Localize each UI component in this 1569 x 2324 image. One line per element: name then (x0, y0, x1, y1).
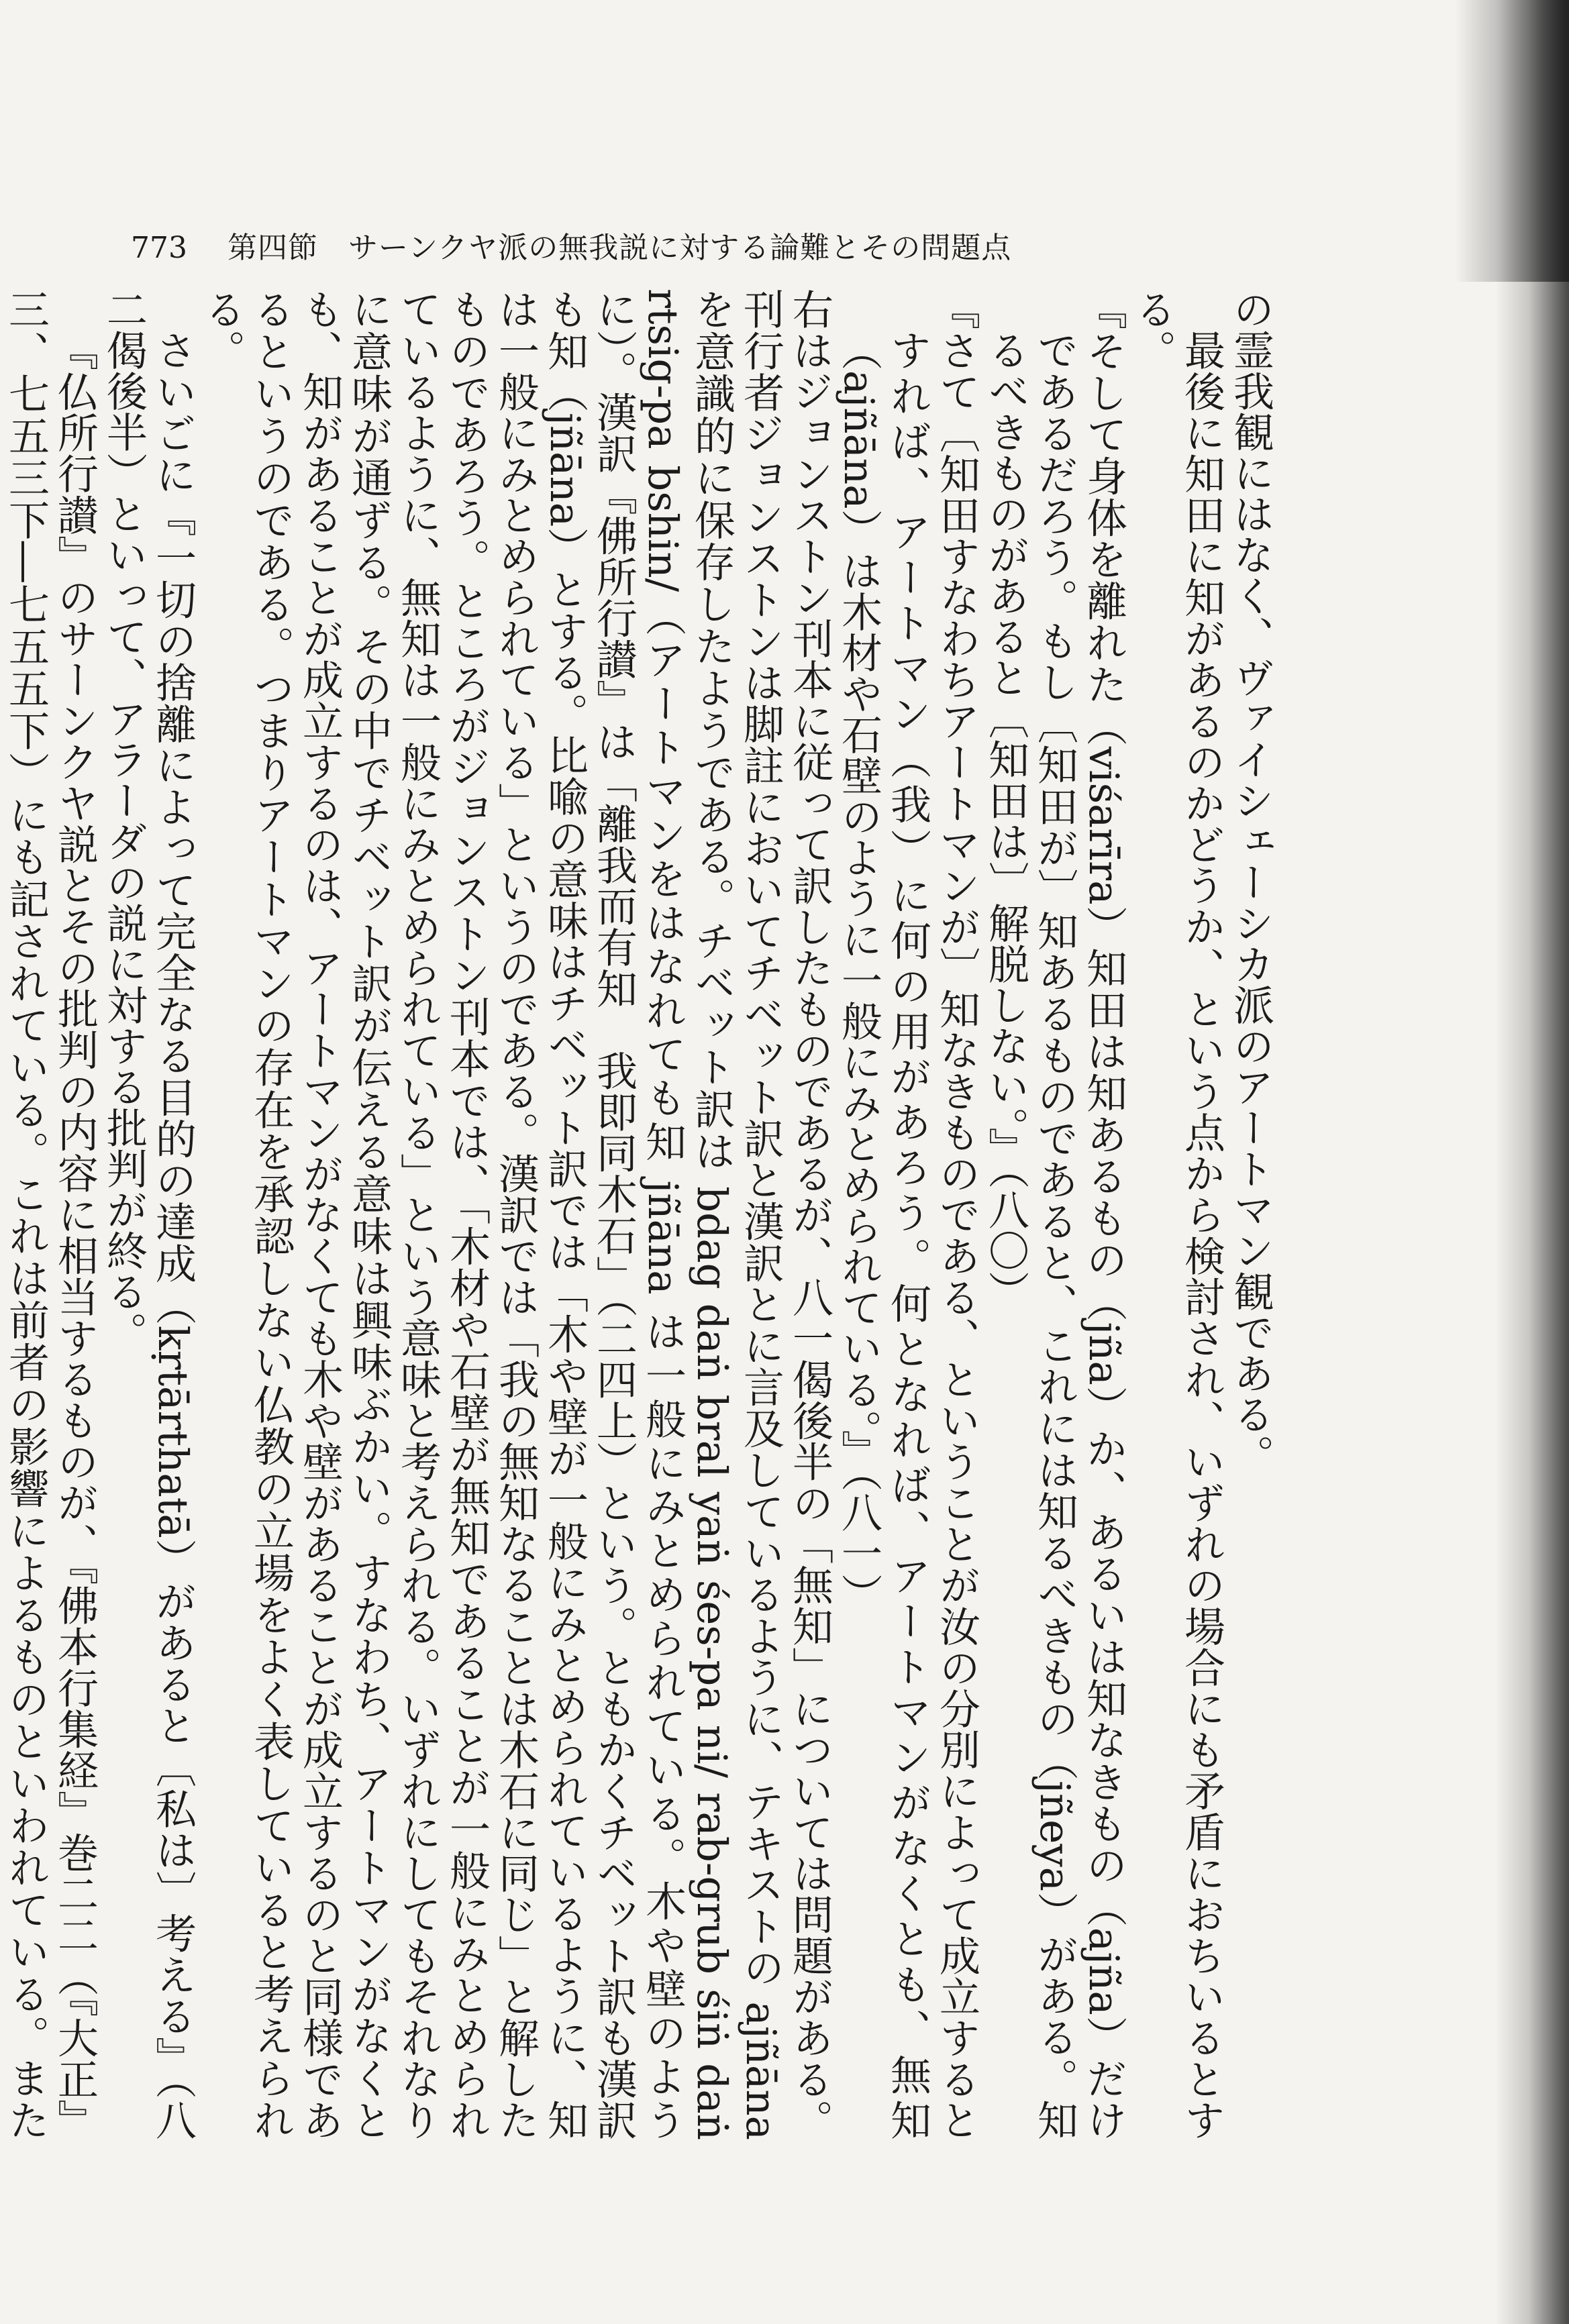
paragraph: の霊我観にはなく、ヴァイシェーシカ派のアートマン観である。 (1227, 288, 1274, 1475)
scan-shadow (1495, 0, 1569, 2324)
quotation: 『さて〔知田すなわちアートマンが〕知なきものである、ということが汝の分別によって成立するとすれば、アートマン（我）に何の用があろう。何となれば、アートマンがなくとも、無知（ajñāna）は木材や石壁のように一般にみとめられている。』（八一） (835, 288, 980, 2141)
scan-shadow-corner (1455, 0, 1569, 282)
main-text (2, 288, 1275, 2141)
quotation: 『そして身体を離れた（viśarīra）知田は知あるもの（jña）か、あるいは知なきもの（ajña）だけであるだろう。もし〔知田が〕知あるものであると、これには知るべきもの（jñeya）がある。知るべきものがあると〔知田は〕解脱しない。』（八〇） (982, 288, 1127, 2140)
paragraph: 最後に知田に知があるのかどうか、という点から検討され、いずれの場合にも矛盾におちいるとする。 (1129, 288, 1225, 2140)
page-header (131, 228, 1011, 268)
paragraph: 右はジョンストン刊本に従って訳したものであるが、八一偈後半の「無知」については問題がある。刊行者ジョンストンは脚註においてチベット訳と漢訳とに言及しているように、テキストの ajñāna を意識的に保存したようである。チベット訳は bdag daṅ bral yaṅ śes-pa ni/ rab-grub śiṅ daṅ rtsig-pa bshin/（アートマンをはなれても知 jñāna は一般にみとめられている。木や壁のように）。漢訳『佛所行讃』は「離我而有知 我即同木石」（二四上）という。ともかくチベット訳も漢訳も知（jñāna）とする。比喩の意味はチベット訳では「木や壁が一般にみとめられているように、知は一般にみとめられている」というのである。漢訳では「我の無知なることは木石に同じ」と解したものであろう。ところがジョンストン刊本では、「木材や石壁が無知であることが一般にみとめられているように、無知は一般にみとめられている」という意味と考えられる。いずれにしてもそれなりに意味が通ずる。その中でチベット訳が伝える意味は興味ぶかい。すなわち、アートマンがなくとも、知があることが成立するのは、アートマンがなくても木や壁があることが成立するのと同様であるというのである。つまりアートマンの存在を承認しない仏教の立場をよく表していると考えられる。 (198, 288, 833, 2141)
paragraph: さいごに『一切の捨離によって完全なる目的の達成（kṛtārthatā）があると〔私は〕考える』（八二偈後半）といって、アラーダの説に対する批判が終る。 (100, 288, 197, 2140)
page-number: 773 (131, 231, 187, 265)
section-title: 第四節 サーンクヤ派の無我説に対する論難とその問題点 (227, 231, 1012, 265)
paragraph: 『仏所行讃』のサーンクヤ説とその批判の内容に相当するものが、『佛本行集経』巻二二（『大正』三、七五三下―七五五下）にも記されている。これは前者の影響によるものといわれている。また (2, 288, 99, 2140)
